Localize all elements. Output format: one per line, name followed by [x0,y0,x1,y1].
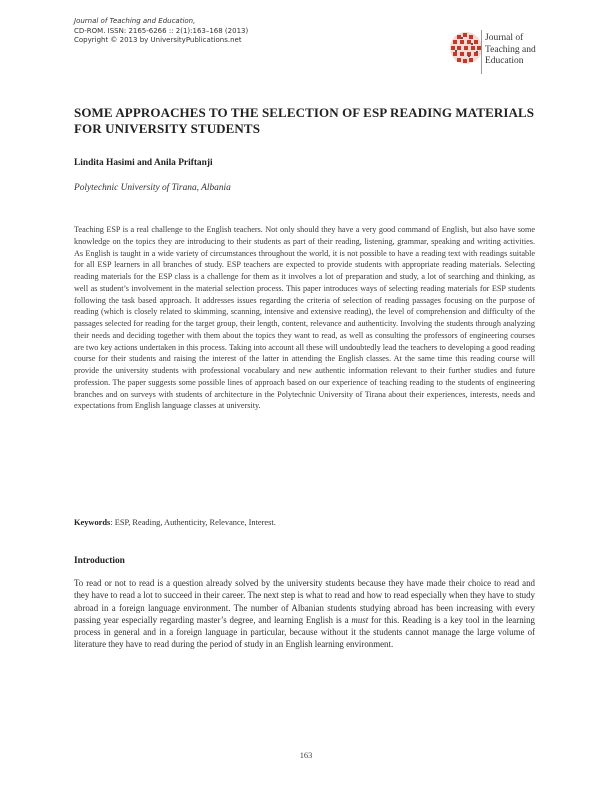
journal-name: Journal of Teaching and Education, [74,17,196,25]
page-number: 163 [299,751,313,760]
affiliation: Polytechnic University of Tirana, Albania [74,183,231,193]
keywords [74,518,535,527]
introduction-paragraph: To read or not to read is a question already solved by the university students because they have made their choice to read and they have to read a lot to succeed in their career. The next step is what to read and how to read especially when they have to study abroad in a foreign language environment. The number of Albanian students studying abroad has been increasing with every passing year especially regarding master’s degree, and learning English is a must for this. Reading is a key tool in the learning process in general and in a foreign language in particular, because without it the students cannot manage the large volume of literature they have to read during the period of study in an English learning environment. [74,578,535,650]
journal-header [74,17,334,46]
keywords-label: Keywords [74,518,111,527]
issn-line: CD-ROM. ISSN: 2165-6266 :: 2(1):163–168 (2013) [74,26,249,35]
copyright-line: Copyright © 2013 by UniversityPublications.net [74,36,242,45]
logo-wordmark: Journal of Teaching and Education [485,33,536,66]
paper-title: SOME APPROACHES TO THE SELECTION OF ESP READING MATERIALS FOR UNIVERSITY STUDENTS [74,105,535,136]
keywords-text: : ESP, Reading, Authenticity, Relevance, Interest. [110,518,276,527]
section-heading-introduction: Introduction [74,556,125,566]
logo-divider [481,30,482,74]
abstract: Teaching ESP is a real challenge to the English teachers. Not only should they have a very good command of English, but also have some knowledge on the topics they are introducing to their students as part of their reading, listening, grammar, speaking and writing activities. As English is taught in a wide variety of circumstances throughout the world, it is not possible to have a reading text with readings suitable for all ESP learners in all branches of study. ESP teachers are expected to provide students with appropriate reading materials. Selecting reading materials for the ESP class is a challenge for them as it involves a lot of preparation and study, a lot of searching and thinking, as well as student’s involvement in the material selection process. This paper introduces ways of selecting reading materials for ESP students following the task based approach. It addresses issues regarding the criteria of selection of reading passages focusing on the purpose of reading (which is closely related to skimming, scanning, intensive and extensive reading), the level of comprehension and difficulty of the passages selected for reading for the target group, their length, content, relevance and authenticity. Involving the students through analyzing their needs and deciding together with them about the topics they want to read, as well as consulting the professors of engineering courses are two key actions undertaken in this process. Taking into account all these will undoubtedly lead the teachers to developing a good reading course for their students and raising the interest of the latter in attending the English classes. At the same time this reading course will provide the university students with professional vocabulary and new authentic information relevant to their further studies and future profession. The paper suggests some possible lines of approach based on our experience of teaching reading to the students of engineering branches and on surveys with students of architecture in the Polytechnic University of Tirana about their experiences, interests, needs and expectations from English language classes at university. [74,225,535,411]
authors: Lindita Hasimi and Anila Priftanji [74,158,213,168]
journal-logo-icon [446,28,486,68]
